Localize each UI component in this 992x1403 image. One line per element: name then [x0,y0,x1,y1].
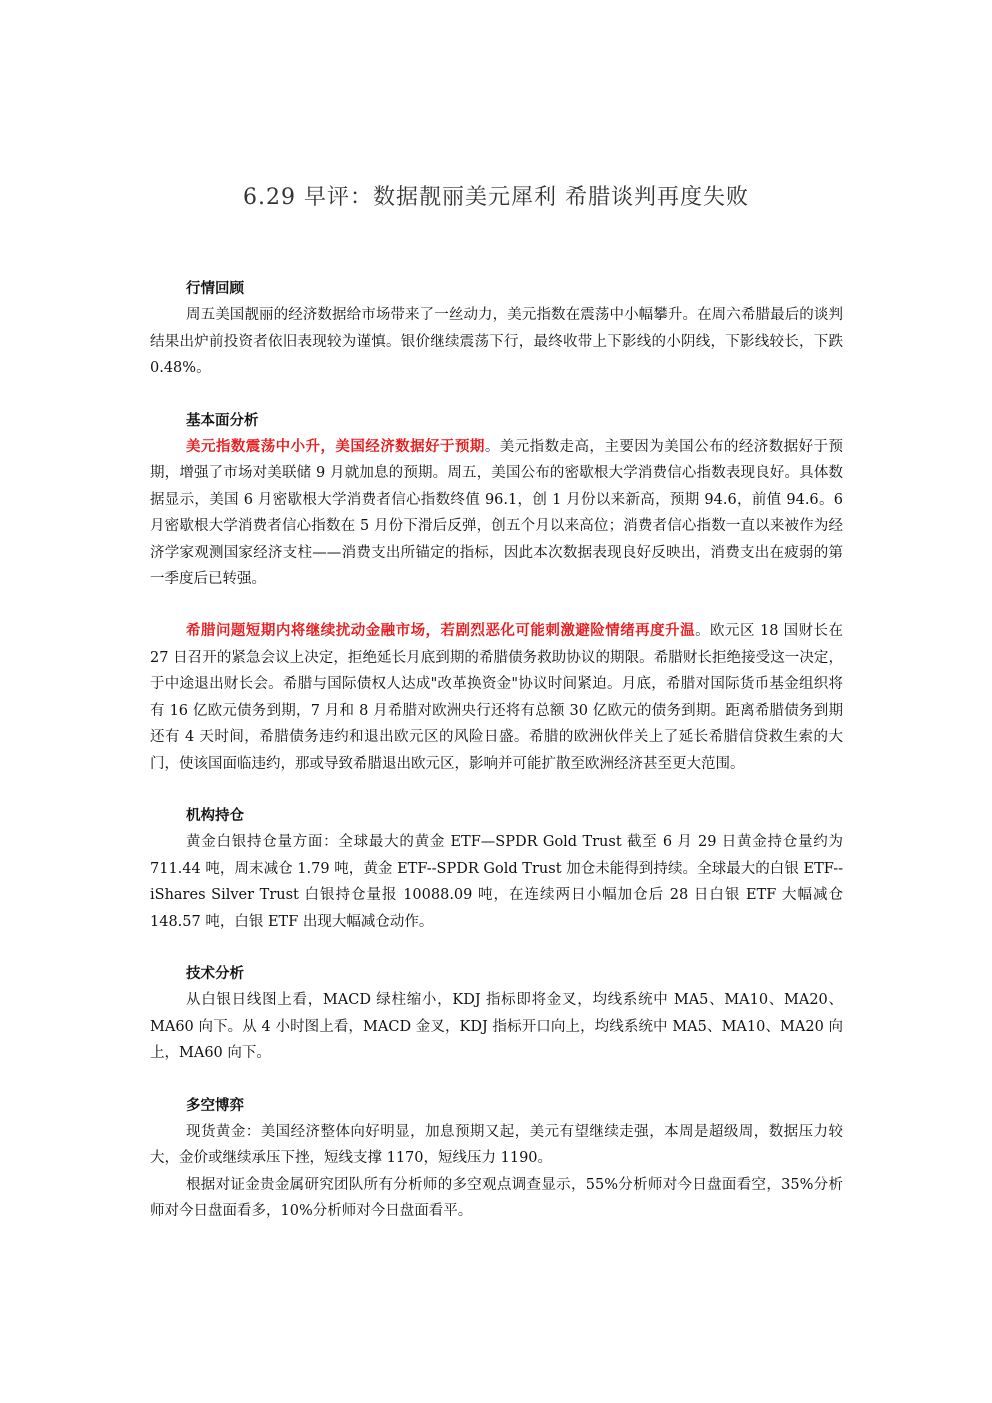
fundamental-paragraph-1 [150,434,843,592]
section-heading-holdings: 机构持仓 [186,806,244,824]
spacer [150,1067,843,1093]
spacer [150,935,843,961]
holdings-paragraph: 黄金白银持仓量方面：全球最大的黄金 ETF—SPDR Gold Trust 截至 6 月 29 日黄金持仓量约为 711.44 吨，周末减仓 1.79 吨，黄金 ETF--SPDR Gold Trust 加仓未能得到持续。全球最大的白银 ETF--iShares Silver Trust 白银持仓量报 10088.09 吨，在连续两日小幅加仓后 28 日白银 ETF 大幅减仓 148.57 吨，白银 ETF 出现大幅减仓动作。 [150,834,843,930]
fundamental-text-2: 。欧元区 18 国财长在 27 日召开的紧急会议上决定，拒绝延长月底到期的希腊债务救助协议的期限。希腊财长拒绝接受这一决定，于中途退出财长会。希腊与国际债权人达成"改革换资金"协议时间紧迫。月底，希腊对国际货币基金组织将有 16 亿欧元债务到期，7 月和 8 月希腊对欧洲央行还将有总额 30 亿欧元的债务到期。距离希腊债务到期还有 4 天时间，希腊债务违约和退出欧元区的风险日盛。希腊的欧洲伙伴关上了延长希腊信贷救生索的大门，使该国面临违约，那或导致希腊退出欧元区，影响并可能扩散至欧洲经济甚至更大范围。 [150,623,844,772]
section-heading-fundamental: 基本面分析 [186,411,259,429]
review-paragraph: 周五美国靓丽的经济数据给市场带来了一丝动力，美元指数在震荡中小幅攀升。在周六希腊最后的谈判结果出炉前投资者依旧表现较为谨慎。银价继续震荡下行，最终收带上下影线的小阴线，下影线较长，下跌 0.48%。 [150,307,843,377]
outlook-paragraph-1: 现货黄金：美国经济整体向好明显，加息预期又起，美元有望继续走强，本周是超级周，数据压力较大，金价或继续承压下挫，短线支撑 1170，短线压力 1190。 [150,1123,843,1167]
fundamental-text-1: 。美元指数走高，主要因为美国公布的经济数据好于预期，增强了市场对美联储 9 月就加息的预期。周五，美国公布的密歇根大学消费信心指数表现良好。具体数据显示，美国 6 月密歇根大学消费者信心指数终值 96.1，创 1 月份以来新高，预期 94.6，前值 94.6。6 月密歇根大学消费者信心指数在 5 月份下滑后反弹，创五个月以来高位；消费者信心指数一直以来被作为经济学家观测国家经济支柱——消费支出所锚定的指标，因此本次数据表现良好反映出，消费支出在疲弱的第一季度后已转强。 [150,439,844,588]
technical-paragraph: 从白银日线图上看，MACD 绿柱缩小，KDJ 指标即将金叉，均线系统中 MA5、MA10、MA20、MA60 向下。从 4 小时图上看，MACD 金叉，KDJ 指标开口向上，均线系统中 MA5、MA10、MA20 向上，MA60 向下。 [150,992,843,1062]
page-title: 6.29 早评：数据靓丽美元犀利 希腊谈判再度失败 [243,185,749,210]
spacer [150,592,843,618]
fundamental-paragraph-2 [150,618,843,776]
outlook-paragraph-2: 根据对证金贵金属研究团队所有分析师的多空观点调查显示，55%分析师对今日盘面看空，35%分析师对今日盘面看多，10%分析师对今日盘面看平。 [150,1176,843,1220]
spacer [150,382,843,408]
section-heading-review: 行情回顾 [186,280,244,297]
highlight-usd: 美元指数震荡中小升，美国经济数据好于预期 [186,438,485,456]
document-body [150,276,843,1225]
section-heading-outlook: 多空博弈 [186,1096,244,1114]
section-heading-technical: 技术分析 [186,964,244,982]
highlight-greece: 希腊问题短期内将继续扰动金融市场，若剧烈恶化可能刺激避险情绪再度升温 [186,622,696,640]
spacer [150,777,843,803]
